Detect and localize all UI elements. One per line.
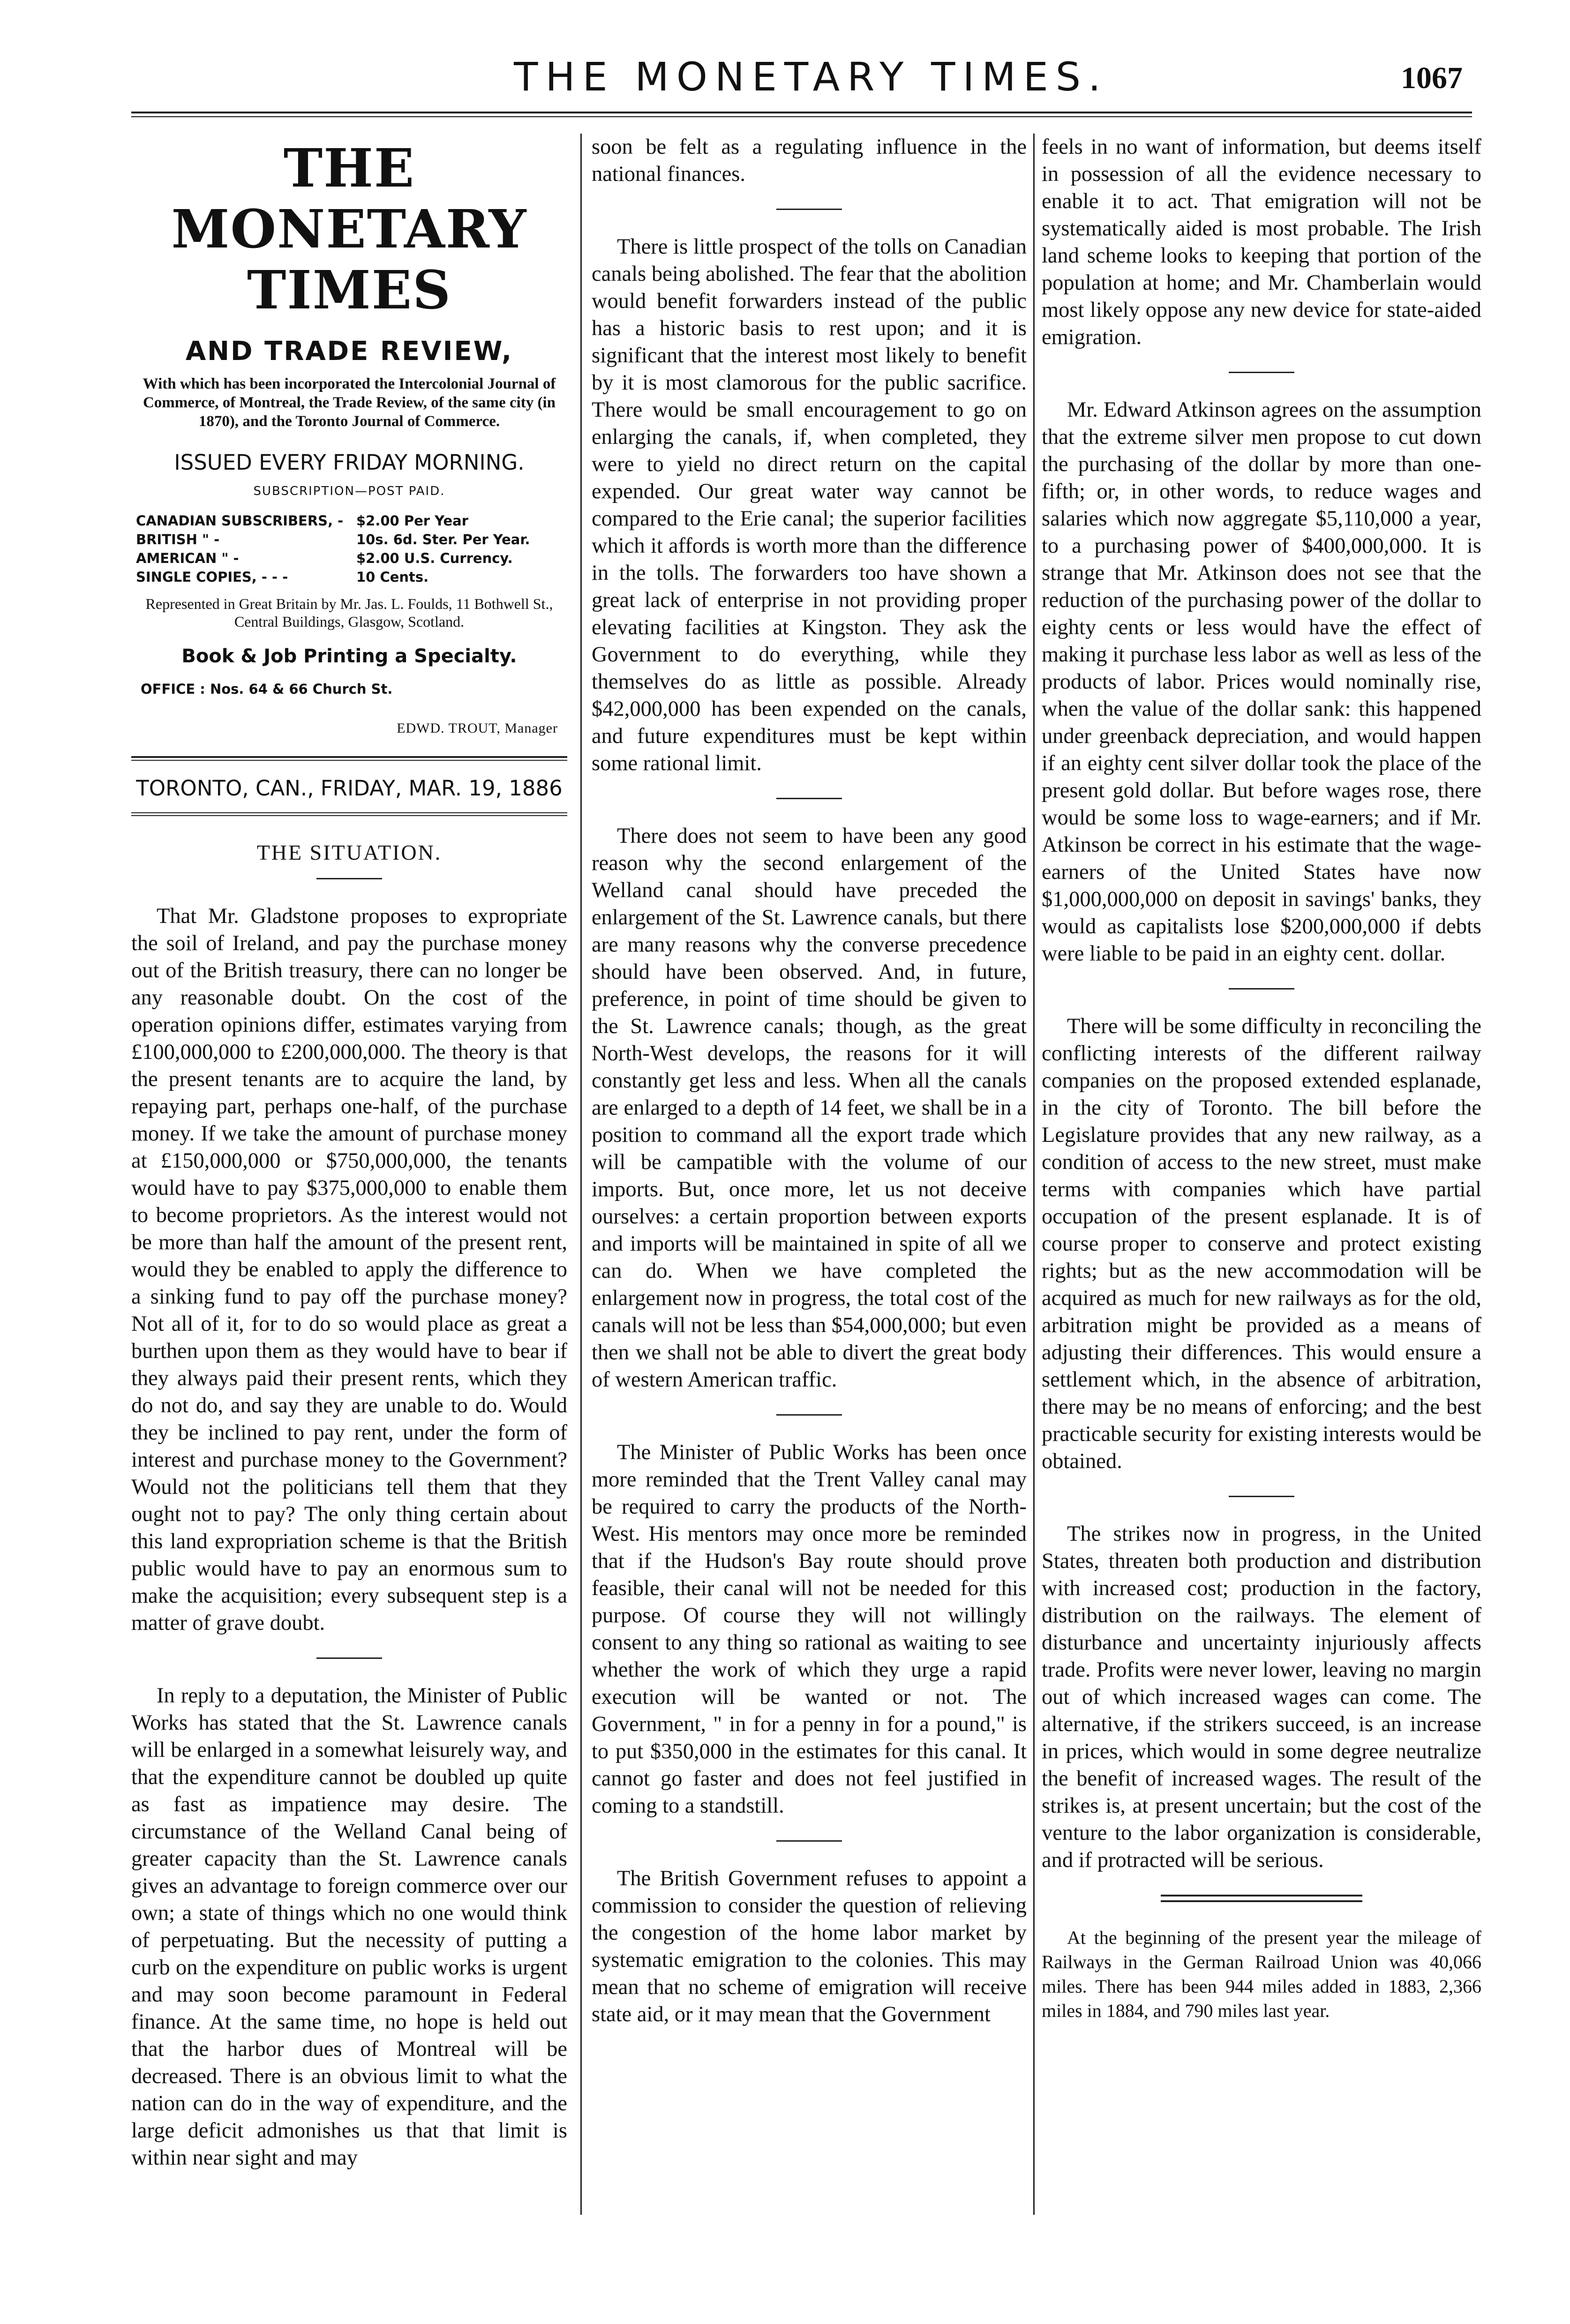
- header-rule: [131, 112, 1472, 113]
- article-paragraph: Mr. Edward Atkinson agrees on the assumption that the extreme silver men propose to cut down the purchasing of the dollar by more than one-fifth; or, in other words, to reduce wages and salaries which now aggregate $5,110,000 a year, to a purchasing power of $400,000,000. It is strange that Mr. Atkinson does not see that the reduction of the purchasing power of the dollar to eighty cents or less would have the effect of making it purchase less labor as well as less of the products of labor. Prices would nominally rise, when the value of the dollar sank: this happened under greenback depreciation, and would happen if an eighty cent silver dollar took the place of the present gold dollar. But before wages rose, there would be some loss to wage-earners; and if Mr. Atkinson be correct in his estimate that the wage-earners of the United States have now $1,000,000,000 on deposit in savings' banks, they would as capitalists lose $200,000,000 if debts were liable to be paid in an eighty cent. dollar.: [1042, 398, 1481, 966]
- article-paragraph: feels in no want of information, but deems itself in possession of all the evidence necessary to enable it to act. That emigration will not be systematically aided is most probable. The Irish land scheme looks to keeping that portion of the population at home; and Mr. Chamberlain would most likely oppose any new device for state-aided emigration.: [1042, 135, 1481, 349]
- masthead-subtitle: AND TRADE REVIEW,: [185, 336, 513, 367]
- dateline-rule: [131, 812, 567, 813]
- article-paragraph: There is little prospect of the tolls on Canadian canals being abolished. The fear that the abolition would benefit forwarders instead of the public has a historic basis to rest upon; and it is significant that the interest most likely to benefit by it is most clamorous for the public sacrifice. There would be small encouragement to go on enlarging the canals, if, when completed, they were to yield no direct return on the capital expended. Our great water way cannot be compared to the Erie canal; the superior facilities which it affords is worth more than the difference in the tolls. The forwarders too have shown a great lack of enterprise in not providing proper elevating facilities at Kingston. They ask the Government to do everything, while they themselves do as little as possible. Already $42,000,000 has been expended on the canals, and future expenditures must be kept within some rational limit.: [592, 235, 1027, 775]
- article-paragraph: There will be some difficulty in reconciling the conflicting interests of the different railway companies on the proposed extended esplanade, in the city of Toronto. The bill before the Legislature provides that any new railway, as a condition of access to the new street, must make terms with companies which have partial occupation of the present esplanade. It is of course proper to conserve and protect existing rights; but as the new accommodation will be acquired as much for new railways as for the old, arbitration might be provided as a means of adjusting their differences. This would ensure a settlement which, in the absence of arbitration, there may be no means of enforcing; and the best practicable security for existing interests would be obtained.: [1042, 1014, 1481, 1473]
- rate-price: $2.00 U.S. Currency.: [356, 550, 513, 566]
- section-divider: [776, 1840, 842, 1842]
- section-divider: [1229, 988, 1294, 990]
- masthead-rule-thin: [131, 760, 567, 761]
- rate-row: [136, 511, 563, 530]
- article-paragraph: The Minister of Public Works has been once more reminded that the Trent Valley canal may be required to carry the products of the North-West. His mentors may once more be reminded that if the Hudson's Bay route should prove feasible, their canal will not be needed for this purpose. Of course they will not willingly consent to any thing so rational as waiting to see whether the work of which they urge a rapid execution will be wanted or not. The Government, " in for a penny in for a pound," is to put $350,000 in the estimates for this canal. It cannot go faster and does not feel justified in coming to a standstill.: [592, 1440, 1027, 1818]
- rate-price: $2.00 Per Year: [356, 513, 469, 529]
- section-divider: [316, 878, 382, 879]
- masthead-rule: [131, 756, 567, 758]
- section-divider: [776, 209, 842, 210]
- header-rule-thin: [131, 116, 1472, 117]
- column-divider: [1033, 134, 1035, 2215]
- rate-label: AMERICAN " -: [136, 550, 239, 566]
- article-paragraph: The British Government refuses to appoint a commission to consider the question of relieving the congestion of the home labor market by systematic emigration to the colonies. This may mean that no scheme of emigration will receive state aid, or it may mean that the Government: [592, 1867, 1027, 2026]
- section-divider: [776, 1414, 842, 1416]
- subscription-rates: [136, 511, 563, 586]
- rate-label: SINGLE COPIES, - - -: [136, 569, 288, 585]
- section-divider: [776, 798, 842, 799]
- manager-line: EDWD. TROUT, Manager: [397, 720, 558, 736]
- column-divider: [580, 134, 582, 2215]
- article-paragraph: There does not seem to have been any good reason why the second enlargement of the Welland canal should have preceded the enlargement of the St. Lawrence canals, but there are many reasons why the converse precedence should have been observed. And, in future, preference, in point of time should be given to the St. Lawrence canals; though, as the great North-West develops, the reasons for it will constantly get less and less. When all the canals are enlarged to a depth of 14 feet, we shall be in a position to command all the export trade which will be campatible with the volume of our imports. But, once more, let us not deceive ourselves: a certain proportion between exports and imports will be maintained in spite of all we can do. When we have completed the enlargement now in progress, the total cost of the canals will not be less than $54,000,000; but even then we shall not be able to divert the great body of western American traffic.: [592, 824, 1027, 1392]
- rate-price: 10 Cents.: [356, 569, 429, 585]
- subscription-label: SUBSCRIPTION—POST PAID.: [253, 484, 445, 498]
- dateline: TORONTO, CAN., FRIDAY, MAR. 19, 1886: [136, 776, 563, 801]
- column-3: [1042, 134, 1481, 2215]
- section-divider: [1229, 372, 1294, 373]
- article-paragraph: soon be felt as a regulating influence in the national finances.: [592, 135, 1027, 186]
- section-divider: [1229, 1496, 1294, 1497]
- article-paragraph: That Mr. Gladstone proposes to expropriate the soil of Ireland, and pay the purchase money out of the British treasury, there can no longer be any reasonable doubt. On the cost of the operation opinions differ, estimates varying from £100,000,000 to £200,000,000. The theory is that the present tenants are to acquire the land, by repaying part, perhaps one-half, of the purchase money. If we take the amount of purchase money at £150,000,000 or $750,000,000, the tenants would have to pay $375,000,000 to enable them to become proprietors. As the interest would not be more than half the amount of the present rent, would they be enabled to apply the difference to a sinking fund to pay off the purchase money? Not all of it, for to do so would place as great a burthen upon them as they would have to bear if they always paid their present rents, which they do not do, and say they are unable to do. Would they be inclined to pay rent, under the form of interest and purchase money to the Government? Would not the politicians tell them that they ought not to pay? The only thing certain about this land expropriation scheme is that the British public would have to pay an enormous sum to make the acquisition; every subsequent step is a matter of grave doubt.: [131, 904, 567, 1635]
- represented-note: Represented in Great Britain by Mr. Jas. L. Foulds, 11 Bothwell St., Central Buildings, Glasgow, Scotland.: [145, 595, 553, 630]
- column-1: [131, 134, 567, 2215]
- masthead: [131, 138, 567, 742]
- rate-row: [136, 549, 563, 568]
- issue-line: ISSUED EVERY FRIDAY MORNING.: [174, 450, 525, 475]
- rate-label: BRITISH " -: [136, 532, 220, 547]
- dateline-rule-thin: [131, 815, 567, 816]
- rate-row: [136, 568, 563, 586]
- article-paragraph: The strikes now in progress, in the United States, threaten both production and distribution with increased cost; production in the factory, distribution on the railways. The element of disturbance and uncertainty injuriously affects trade. Profits were never lower, leaving no margin out of which increased wages can come. The alternative, if the strikers succeed, is an increase in prices, which would in some degree neutralize the benefit of increased wages. The result of the strikes is, at present uncertain; but the cost of the venture to the labor organization is considerable, and if protracted will be serious.: [1042, 1522, 1481, 1872]
- article-paragraph: In reply to a deputation, the Minister of Public Works has stated that the St. Lawrence canals will be enlarged in a somewhat leisurely way, and that the expenditure cannot be doubled up quite as fast as impatience may desire. The circumstance of the Welland Canal being of greater capacity than the St. Lawrence canals gives an advantage to foreign commerce over our own; a state of things which no one would think of perpetuating. But the necessity of putting a curb on the expenditure on public works is urgent and may soon become paramount in Federal finance. At the same time, no hope is held out that the harbor dues of Montreal will be decreased. There is an obvious limit to what the nation can do in the way of expenditure, and the large deficit admonishes us that that limit is within near sight and may: [131, 1684, 567, 2170]
- book-printing: Book & Job Printing a Specialty.: [181, 645, 517, 667]
- rate-row: [136, 530, 563, 549]
- office-address: OFFICE : Nos. 64 & 66 Church St.: [141, 681, 393, 697]
- section-title: THE SITUATION.: [256, 840, 442, 864]
- page-number: 1067: [1401, 61, 1463, 95]
- double-divider: [1161, 1895, 1362, 1902]
- incorporation-note: With which has been incorporated the Intercolonial Journal of Commerce, of Montreal, the Trade Review, of the same city (in 1870), and the Toronto Journal of Commerce.: [143, 375, 556, 430]
- running-head: [131, 54, 1491, 115]
- rate-price: 10s. 6d. Ster. Per Year.: [356, 532, 530, 547]
- running-title: THE MONETARY TIMES.: [514, 54, 1108, 100]
- section-divider: [316, 1657, 382, 1659]
- railway-note: At the beginning of the present year the mileage of Railways in the German Railroad Union was 40,066 miles. There has been 944 miles added in 1883, 2,366 miles in 1884, and 790 miles last year.: [1042, 1927, 1481, 2021]
- rate-label: CANADIAN SUBSCRIBERS, -: [136, 513, 344, 529]
- column-2: [592, 134, 1027, 2215]
- masthead-title: THE MONETARY TIMES: [171, 138, 527, 321]
